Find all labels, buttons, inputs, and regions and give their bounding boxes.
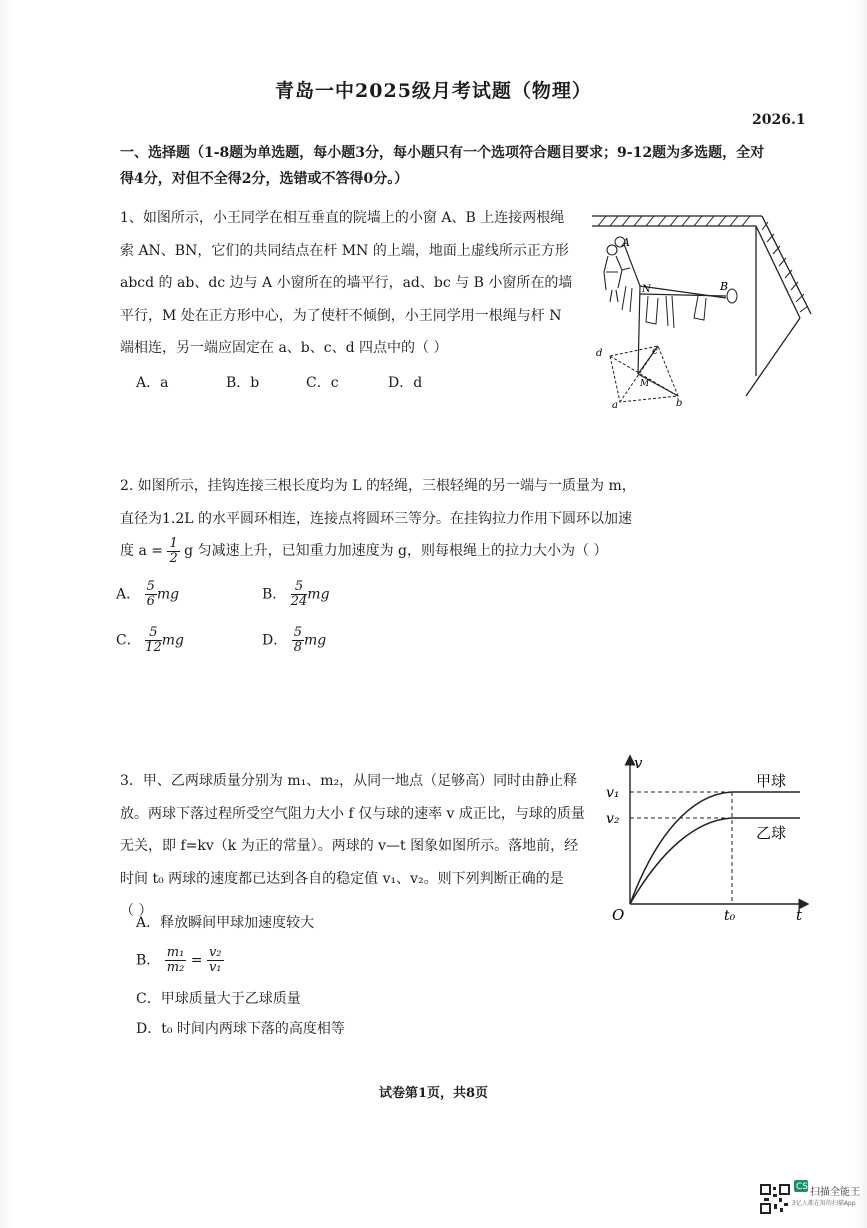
q2-a-num: 5 — [146, 579, 155, 594]
q2-option-c-label: C． — [116, 632, 141, 649]
fig-label-d: d — [596, 348, 603, 359]
question-3-text — [120, 765, 600, 928]
fig-label-b: b — [676, 398, 683, 409]
graph-v1-label: v₁ — [606, 785, 620, 801]
q2-b-unit: mg — [307, 586, 330, 603]
q3-option-c[interactable]: C．甲球质量大于乙球质量 — [136, 991, 301, 1007]
q3-b-lhs-den: m₂ — [166, 960, 185, 975]
question-1-text — [120, 202, 582, 365]
q1-option-c[interactable]: C．c — [306, 375, 339, 391]
q3-option-a[interactable]: A．释放瞬间甲球加速度较大 — [136, 915, 315, 931]
scanner-app-name: 扫描全能王 — [810, 1187, 860, 1198]
exam-title: 青岛一中2025级月考试题（物理） — [275, 80, 592, 102]
q1-line-1: 1、如图所示，小王同学在相互垂直的院墙上的小窗 A、B 上连接两根绳 — [120, 210, 565, 226]
q3-option-b[interactable] — [136, 946, 224, 975]
qr-code-icon — [760, 1184, 790, 1214]
graph-axis-v: v — [634, 754, 643, 772]
graph-series-jia — [630, 792, 800, 904]
section-instructions — [120, 140, 810, 192]
cs-logo-text: CS — [796, 1182, 808, 1192]
q2-d-unit: mg — [303, 632, 327, 649]
q1-courtyard-figure — [586, 206, 821, 410]
graph-origin: O — [612, 906, 625, 924]
q3-line-5: （ ） — [120, 903, 153, 919]
fig-label-a-window: A — [622, 236, 630, 249]
q2-option-d-label: D． — [262, 632, 288, 649]
q1-option-b[interactable]: B．b — [226, 375, 260, 391]
q1-line-4: 平行，M 处在正方形中心，为了使杆不倾倒，小王同学用一根绳与杆 N — [120, 307, 562, 324]
q3-line-1: 3．甲、乙两球质量分别为 m₁、m₂，从同一地点（足够高）同时由静止释 — [120, 773, 578, 789]
q2-option-d-fraction — [292, 626, 304, 655]
q2-line-3 — [120, 535, 820, 568]
q2-option-b-fraction — [291, 580, 308, 609]
q3-option-d[interactable]: D．t₀ 时间内两球下落的高度相等 — [136, 1021, 345, 1037]
fig-label-a: a — [612, 400, 618, 410]
graph-v2-label: v₂ — [606, 811, 620, 827]
fig-label-c: c — [652, 346, 658, 357]
q2-line-1: 2. 如图所示，挂钩连接三根长度均为 L 的轻绳，三根轻绳的另一端与一质量为 m， — [120, 478, 636, 494]
section-line-1: 一、选择题（1-8题为单选题，每小题3分，每小题只有一个选项符合题目要求；9-12题为多选题，全对 — [120, 145, 765, 161]
q3-b-mass-ratio — [165, 946, 187, 975]
q3-line-4: 时间 t₀ 两球的速度都已达到各自的稳定值 v₁、v₂。则下列判断正确的是 — [120, 870, 564, 887]
graph-series-yi-label: 乙球 — [756, 824, 787, 842]
q1-line-3: abcd 的 ab、dc 边与 A 小窗所在的墙平行，ad、bc 与 B 小窗所在的墙 — [120, 275, 573, 291]
fig-label-b-window: B — [720, 280, 729, 293]
q3-b-velocity-ratio — [207, 946, 224, 975]
q2-b-den: 24 — [290, 594, 308, 609]
q3-line-3: 无关，即 f=kv（k 为正的常量）。两球的 v—t 图象如图所示。落地前，经 — [120, 838, 579, 854]
q2-d-den: 8 — [293, 640, 302, 655]
q3-vt-graph — [600, 752, 812, 924]
q2-option-c-fraction — [145, 626, 162, 655]
q3-b-equals: = — [190, 952, 203, 969]
q2-line-3-a: 度 a = — [120, 543, 163, 559]
scanner-watermark — [760, 1182, 860, 1216]
q1-option-a[interactable]: A．a — [136, 375, 169, 391]
q2-option-c[interactable] — [116, 626, 184, 655]
graph-t0-label: t₀ — [724, 908, 736, 924]
q2-line-3-b: g 匀减速上升，已知重力加速度为 g，则每根绳上的拉力大小为（ ） — [184, 543, 608, 559]
fig-label-m: M — [640, 379, 650, 389]
q2-option-a[interactable] — [116, 580, 179, 609]
q2-a-den: 6 — [146, 594, 155, 609]
q2-line-2: 直径为1.2L 的水平圆环相连，连接点将圆环三等分。在挂钩拉力作用下圆环以加速 — [120, 510, 633, 527]
q3-b-rhs-den: v₁ — [208, 960, 222, 975]
q2-d-num: 5 — [293, 625, 302, 640]
scanner-app-tagline: 3亿人都在用的扫描App — [792, 1200, 856, 1207]
fig-label-n: N — [642, 284, 651, 295]
q3-line-2: 放。两球下落过程所受空气阻力大小 f 仅与球的速率 v 成正比，与球的质量 — [120, 805, 585, 822]
q1-option-d[interactable]: D．d — [388, 375, 423, 391]
q2-option-b-label: B． — [262, 586, 287, 603]
q2-option-d[interactable] — [262, 626, 326, 655]
graph-series-jia-label: 甲球 — [756, 772, 787, 790]
section-line-2: 得4分，对但不全得2分，选错或不答得0分。） — [120, 171, 409, 187]
page-footer: 试卷第1页，共8页 — [378, 1086, 489, 1101]
q2-c-den: 12 — [145, 640, 162, 655]
q3-option-b-label: B． — [136, 952, 161, 969]
graph-axis-t: t — [796, 906, 803, 924]
exam-date: 2026.1 — [752, 112, 806, 128]
q2-c-num: 5 — [145, 626, 162, 641]
q1-line-5: 端相连，另一端应固定在 a、b、c、d 四点中的（ ） — [120, 340, 448, 356]
q2-frac-den: 2 — [169, 550, 178, 566]
q2-acceleration-fraction — [167, 537, 179, 566]
q2-c-unit: mg — [161, 632, 184, 649]
q3-b-rhs-num: v₂ — [208, 945, 222, 960]
q2-a-unit: mg — [156, 586, 180, 603]
q3-b-lhs-num: m₁ — [166, 945, 185, 960]
question-2-text — [120, 470, 820, 568]
q2-option-a-label: A． — [116, 586, 141, 603]
q2-option-a-fraction — [145, 580, 157, 609]
q1-line-2: 索 AN、BN，它们的共同结点在杆 MN 的上端，地面上虚线所示正方形 — [120, 242, 569, 259]
q2-frac-num: 1 — [169, 535, 178, 551]
q2-b-num: 5 — [291, 580, 308, 595]
q2-option-b[interactable] — [262, 580, 330, 609]
cs-logo-icon — [794, 1180, 808, 1192]
